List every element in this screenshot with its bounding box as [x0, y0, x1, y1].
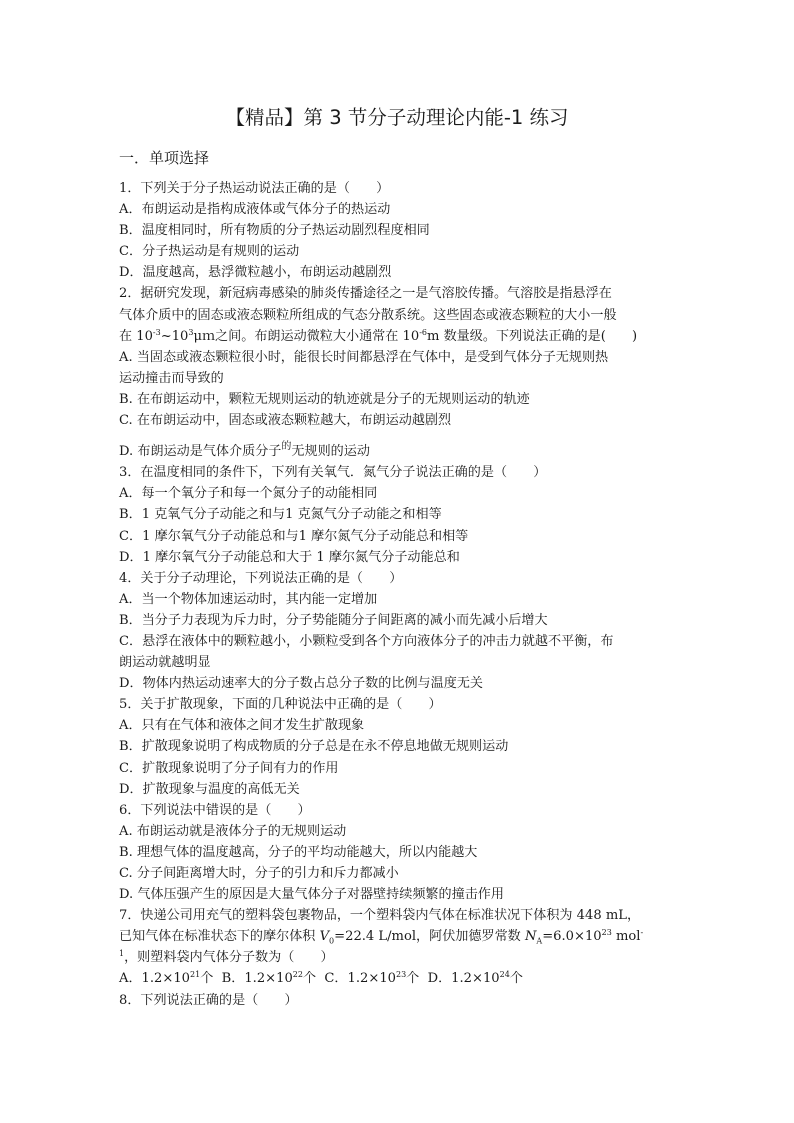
- superscript: 23: [601, 928, 612, 938]
- superscript: 的: [281, 441, 292, 453]
- symbol-v: V: [319, 929, 330, 945]
- option-d: D．1.2×10: [427, 971, 500, 987]
- question-list: [119, 178, 681, 1011]
- question-4-option-c-line-1: C．悬浮在液体中的颗粒越小，小颗粒受到各个方向液体分子的冲击力就越不平衡，布: [119, 633, 614, 649]
- question-2-option-d: [119, 441, 681, 462]
- superscript: -3: [152, 327, 161, 337]
- question-6-stem: 6．下列说法中错误的是（ ）: [119, 802, 311, 818]
- question-8-stem: 8．下列说法正确的是（ ）: [119, 992, 298, 1008]
- question-3-option-d: D．1 摩尔氧气分子动能总和大于 1 摩尔氮气分子动能总和: [119, 549, 460, 565]
- question-3-option-a: A．每一个氧分子和每一个氮分子的动能相同: [119, 486, 378, 502]
- question-4-stem: 4．关于分子动理论，下列说法正确的是（ ）: [119, 570, 403, 586]
- text-run: 已知气体在标准状态下的摩尔体积: [119, 929, 320, 945]
- question-6-option-d: D. 气体压强产生的原因是大量气体分子对器壁持续频繁的撞击作用: [119, 887, 504, 903]
- text-run: 在 10: [119, 328, 153, 344]
- superscript: -: [640, 928, 644, 938]
- superscript: 24: [499, 970, 510, 980]
- question-4-option-a: A．当一个物体加速运动时，其内能一定增加: [119, 591, 378, 607]
- question-7-options: [119, 968, 681, 989]
- section-heading: 一．单项选择: [119, 149, 210, 167]
- text-run: ，则塑料袋内气体分子数为（ ）: [124, 950, 334, 966]
- question-1-option-c: C．分子热运动是有规则的运动: [119, 244, 300, 260]
- text-run: D. 布朗运动是气体介质分子: [119, 444, 282, 460]
- question-2-option-a-line-2: 运动撞击而导致的: [119, 370, 224, 386]
- text-run: ~10: [160, 328, 189, 344]
- question-5-option-d: D．扩散现象与温度的高低无关: [119, 781, 300, 797]
- text-run: m 数量级。下列说法正确的是( ): [427, 328, 638, 344]
- question-4-option-c-line-2: 朗运动就越明显: [119, 655, 211, 671]
- question-1-option-a: A．布朗运动是指构成液体或气体分子的热运动: [119, 202, 391, 218]
- question-6-option-b: B. 理想气体的温度越高，分子的平均动能越大，所以内能越大: [119, 844, 478, 860]
- question-3-option-c: C．1 摩尔氧气分子动能总和与1 摩尔氮气分子动能总和相等: [119, 528, 469, 544]
- question-5-option-b: B．扩散现象说明了构成物质的分子总是在永不停息地做无规则运动: [119, 739, 509, 755]
- text-run: 个: [509, 971, 523, 987]
- superscript: 23: [395, 970, 407, 980]
- subscript: A: [536, 936, 543, 946]
- question-4-option-d: D．物体内热运动速率大的分子数占总分子数的比例与温度无关: [119, 676, 484, 692]
- spacer: [119, 431, 681, 441]
- text-run: 无规则的运动: [291, 444, 370, 460]
- text-run: μｍ之间。布朗运动微粒大小通常在 10: [193, 328, 420, 344]
- question-2-stem-line-3: [119, 326, 681, 347]
- subscript: 0: [329, 936, 335, 946]
- text-run: =22.4 L/mol，阿伏加德罗常数: [334, 929, 525, 945]
- option-c: C．1.2×10: [324, 971, 396, 987]
- superscript: 1: [119, 949, 125, 959]
- symbol-n: N: [524, 929, 537, 945]
- question-5-option-c: C．扩散现象说明了分子间有力的作用: [119, 760, 339, 776]
- superscript: 3: [188, 327, 194, 337]
- question-2-stem-line-2: 气体介质中的固态或液态颗粒所组成的气态分散系统。这些固态或液态颗粒的大小一般: [119, 307, 617, 323]
- question-2-option-a-line-1: A. 当固态或液态颗粒很小时，能很长时间都悬浮在气体中，是受到气体分子无规则热: [119, 349, 609, 365]
- text-run: 个: [302, 971, 317, 987]
- question-3-option-b: B．1 克氧气分子动能之和与1 克氮气分子动能之和相等: [119, 507, 442, 523]
- question-2-option-c: C. 在布朗运动中，固态或液态颗粒越大，布朗运动越剧烈: [119, 413, 452, 429]
- question-2-option-b: B. 在布朗运动中，颗粒无规则运动的轨迹就是分子的无规则运动的轨迹: [119, 391, 530, 407]
- superscript: 22: [292, 970, 303, 980]
- question-6-option-c: C. 分子间距离增大时，分子的引力和斥力都减小: [119, 866, 399, 881]
- text-run: 个: [200, 971, 214, 987]
- question-4-option-b: B．当分子力表现为斥力时，分子势能随分子间距离的减小而先减小后增大: [119, 612, 548, 628]
- question-7-stem-line-1: 7．快递公司用充气的塑料袋包裹物品，一个塑料袋内气体在标准状况下体积为 448 mL，: [119, 908, 641, 924]
- question-1-option-d: D．温度越高，悬浮微粒越小，布朗运动越剧烈: [119, 265, 392, 281]
- question-3-stem: 3．在温度相同的条件下，下列有关氧气．氮气分子说法正确的是（ ）: [119, 465, 547, 481]
- text-run: =6.0×10: [542, 929, 602, 945]
- question-7-stem-line-2: [119, 926, 681, 947]
- option-a: A．1.2×10: [119, 971, 191, 987]
- option-b: B．1.2×10: [221, 971, 293, 987]
- text-run: mol: [611, 929, 641, 945]
- question-1-option-b: B．温度相同时，所有物质的分子热运动剧烈程度相同: [119, 223, 430, 239]
- question-6-option-a: A. 布朗运动就是液体分子的无规则运动: [119, 823, 347, 839]
- question-2-stem-line-1: 2．据研究发现，新冠病毒感染的肺炎传播途径之一是气溶胶传播。气溶胶是指悬浮在: [119, 286, 612, 302]
- question-5-stem: 5．关于扩散现象，下面的几种说法中正确的是（ ）: [119, 697, 442, 713]
- question-1-stem: 1．下列关于分子热运动说法正确的是（ ）: [119, 181, 390, 196]
- text-run: 个: [406, 971, 420, 987]
- page-title: 【精品】第 3 节分子动理论内能-1 练习: [225, 106, 569, 129]
- superscript: -6: [419, 327, 427, 337]
- question-7-stem-line-3: [119, 947, 681, 968]
- question-5-option-a: A．只有在气体和液体之间才发生扩散现象: [119, 718, 365, 734]
- superscript: 21: [190, 970, 201, 980]
